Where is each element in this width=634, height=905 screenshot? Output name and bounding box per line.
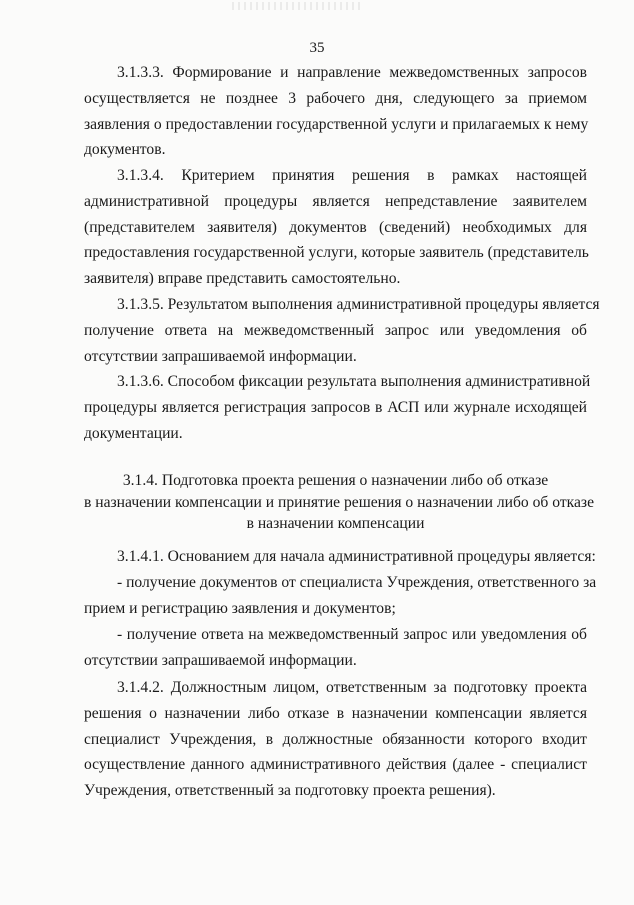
paragraph-line: получение ответа на межведомственный запрос или уведомления об [84,321,587,339]
paragraph-3-1-4-1 [84,544,596,570]
paragraph-line: административной процедуры является непредставление заявителем [84,192,587,210]
paragraph-line: 3.1.3.3. Формирование и направление межведомственных запросов [117,64,587,81]
paragraph-line: - получение ответа на межведомственный запрос или уведомления об [117,626,587,643]
paragraph-line: процедуры является регистрация запросов в АСП или журнале исходящей [84,398,587,416]
paragraph-line: 3.1.4.2. Должностным лицом, ответственным за подготовку проекта [117,679,587,696]
paragraph-line: документации. [84,424,183,442]
paragraph-line: решения о назначении либо отказе в назначении компенсации является [84,704,587,722]
paragraph-line: документов. [84,141,166,159]
paragraph-line: - получение документов от специалиста Учреждения, ответственного за [117,574,597,591]
paragraph-line: специалист Учреждения, в должностные обязанности которого входит [84,730,587,748]
paragraph-line: отсутствии запрашиваемой информации. [84,347,357,365]
paragraph-line: 3.1.3.5. Результатом выполнения административной процедуры является [117,296,600,313]
paragraph-3-1-3-4 [84,163,587,292]
paragraph-line: 3.1.4.1. Основанием для начала административной процедуры является: [117,548,596,565]
paragraph-line: осуществляется не позднее 3 рабочего дня, следующего за приемом [84,89,587,107]
heading-line: в назначении компенсации и принятие решения о назначении либо об отказе [84,493,594,511]
paragraph-line: предоставления государственной услуги, которые заявитель (представитель [84,244,589,262]
paragraph-line: отсутствии запрашиваемой информации. [84,651,357,669]
heading-line: в назначении компенсации [246,515,425,532]
paragraph-line: заявления о предоставлении государственной услуги и прилагаемых к нему [84,115,589,133]
page-number: 35 [309,40,325,56]
paragraph-line: осуществление данного административного действия (далее - специалист [84,756,587,774]
paragraph-3-1-4-2 [84,675,587,804]
paragraph-line: Учреждения, ответственный за подготовку проекта решения). [84,782,496,800]
paragraph-3-1-3-3 [84,60,587,163]
section-heading-3-1-4 [84,470,594,535]
paragraph-line: прием и регистрацию заявления и документов; [84,599,396,617]
paragraph-line: заявителя) вправе представить самостоятельно. [84,270,401,288]
paragraph-line: 3.1.3.4. Критерием принятия решения в рамках настоящей [117,167,587,184]
paragraph-line: (представителем заявителя) документов (сведений) необходимых для [84,218,587,236]
list-item-3-1-4-1-a [84,570,597,622]
scan-artifact [232,2,362,10]
paragraph-3-1-3-6 [84,369,591,446]
list-item-3-1-4-1-b [84,622,587,674]
paragraph-line: 3.1.3.6. Способом фиксации результата выполнения административной [117,373,591,390]
heading-line: 3.1.4. Подготовка проекта решения о назначении либо об отказе [122,472,549,489]
paragraph-3-1-3-5 [84,292,600,369]
